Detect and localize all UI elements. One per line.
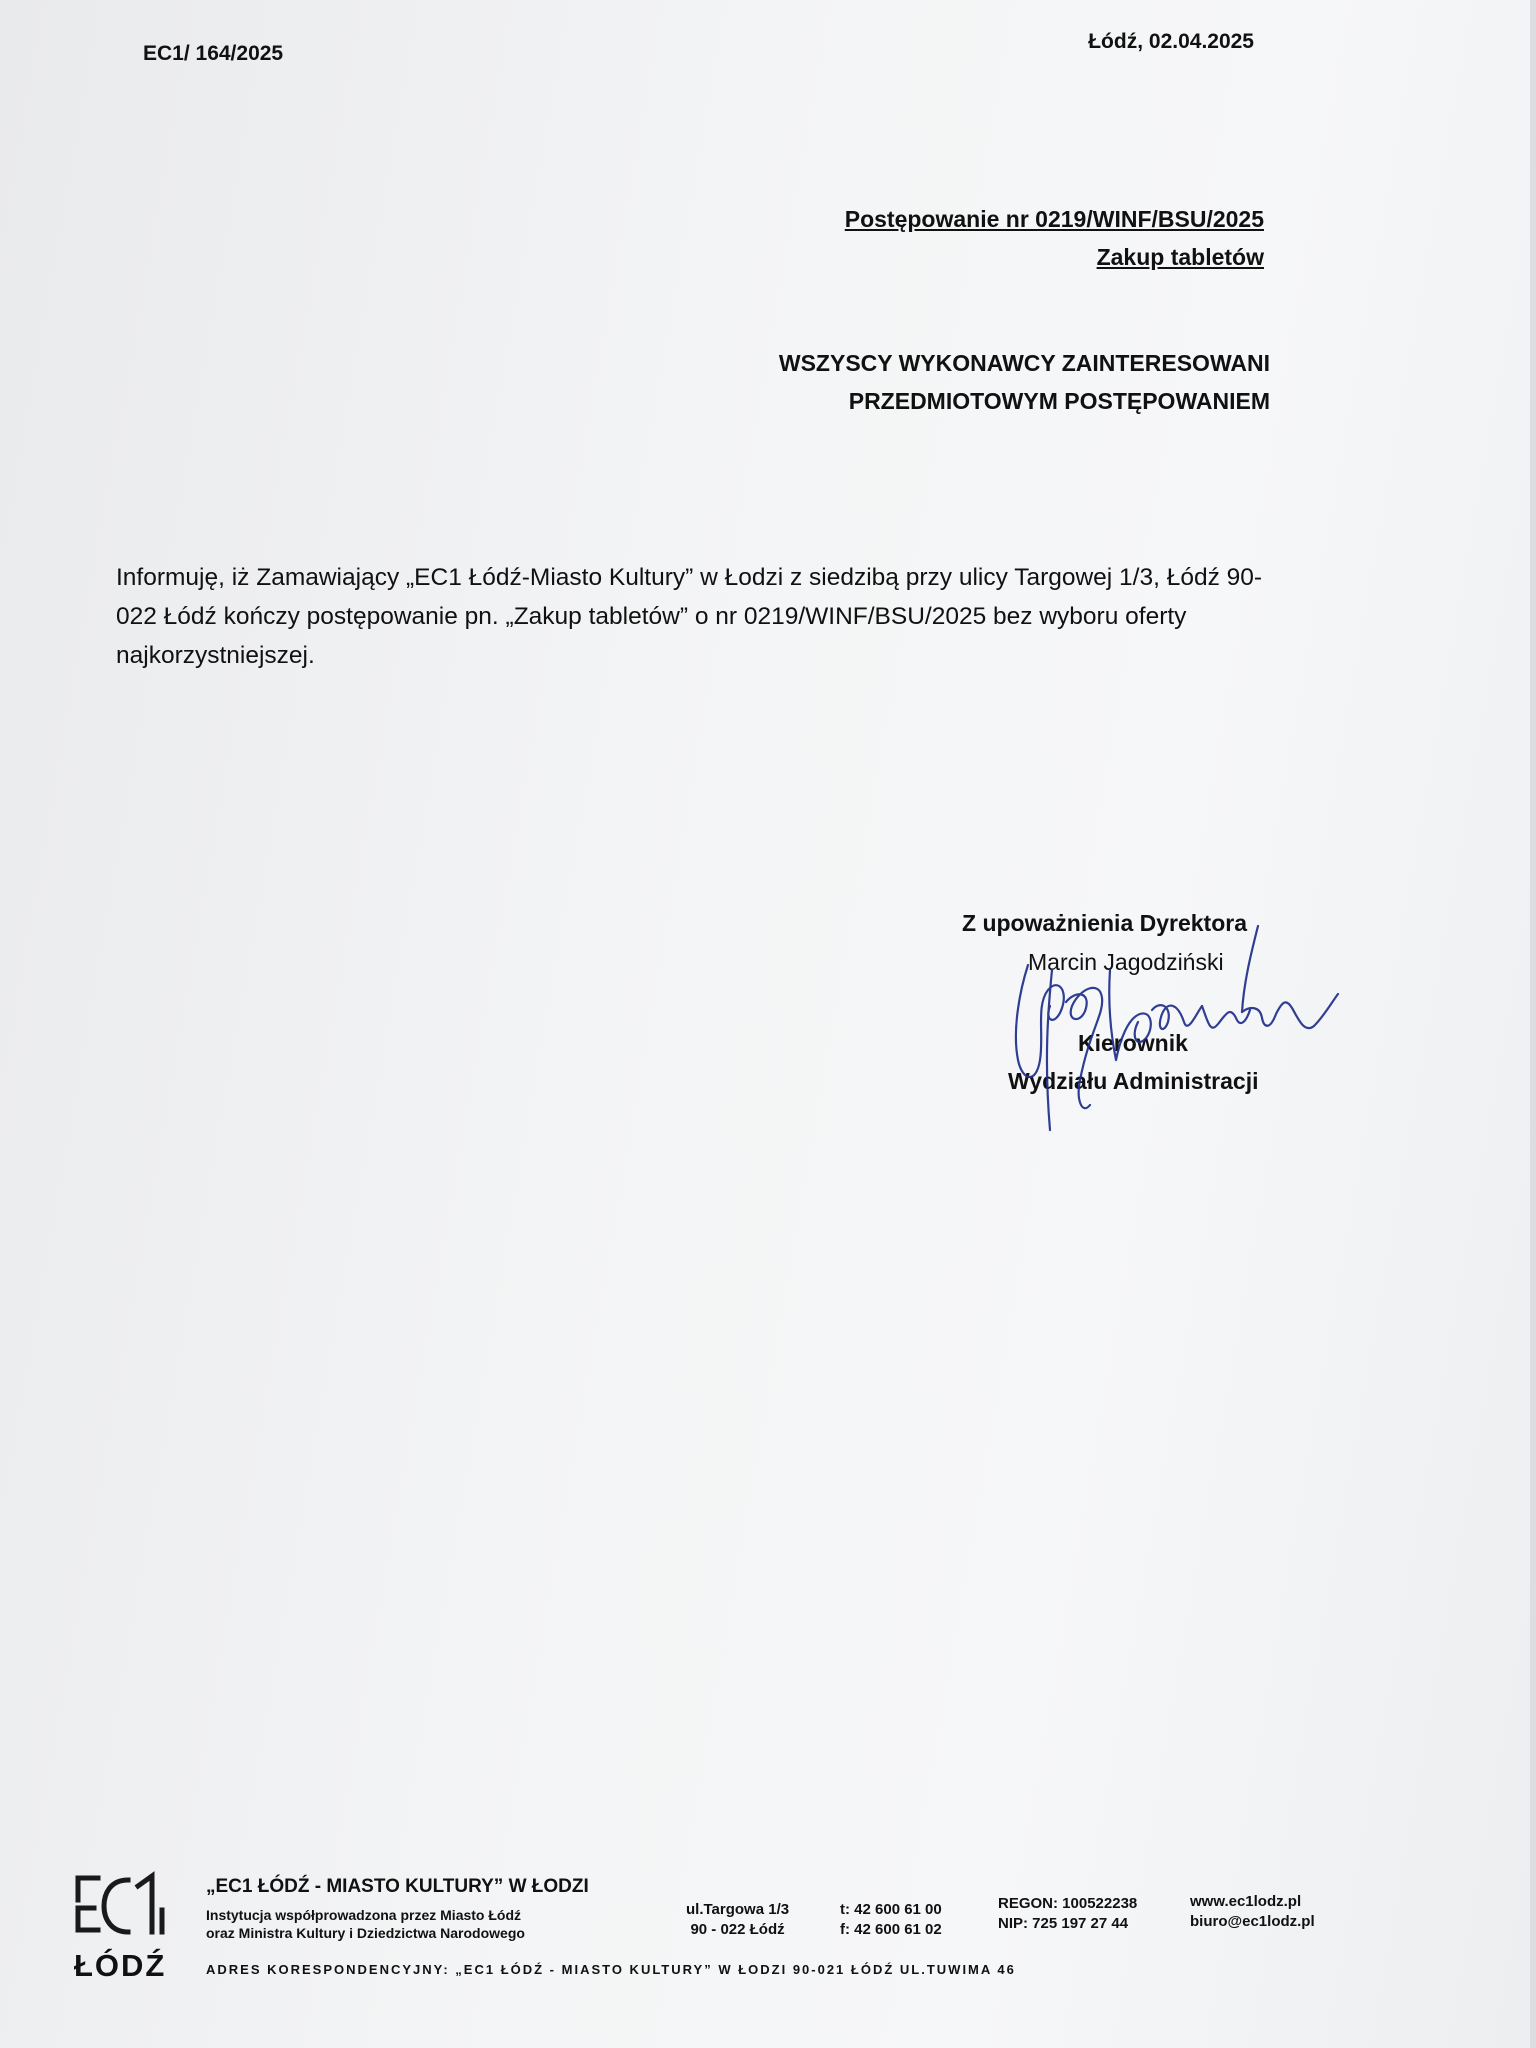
body-paragraph: Informuję, iż Zamawiający „EC1 Łódź-Miasto Kultury” w Łodzi z siedzibą przy ulicy Targowej 1/3, Łódź 90-022 Łódź kończy postępowanie pn. „Zakup tabletów” o nr 0219/WINF/BSU/2025 bez wyboru oferty najkorzystniejszej. [116, 564, 1263, 669]
footer-address [686, 1900, 789, 1940]
correspondence-address: ADRES KORESPONDENCYJNY: „EC1 ŁÓDŹ - MIASTO KULTURY” W ŁODZI 90-021 ŁÓDŹ UL.TUWIMA 46 [206, 1962, 1016, 1977]
organization-name: „EC1 ŁÓDŹ - MIASTO KULTURY” W ŁODZI [206, 1876, 589, 1897]
procedure-number: Postępowanie nr 0219/WINF/BSU/2025 [844, 206, 1264, 232]
addressee-block [779, 344, 1270, 420]
signatory-position-1: Kierownik [1078, 1030, 1188, 1056]
footer-postal: 90 - 022 Łódź [690, 1921, 785, 1938]
footer-fax: f: 42 600 61 02 [840, 1921, 942, 1938]
addressee-line-2: PRZEDMIOTOWYM POSTĘPOWANIEM [848, 388, 1270, 414]
footer-phones [840, 1900, 942, 1940]
footer-nip: NIP: 725 197 27 44 [998, 1915, 1129, 1932]
page-edge [1530, 0, 1536, 2048]
footer-email: biuro@ec1lodz.pl [1190, 1913, 1315, 1930]
letterhead-footer [72, 1870, 1372, 1990]
footer-website: www.ec1lodz.pl [1190, 1893, 1302, 1910]
signatory-position-2: Wydziału Administracji [1008, 1068, 1259, 1094]
footer-registry [998, 1894, 1137, 1934]
organization-subtitle [206, 1906, 525, 1942]
footer-regon: REGON: 100522238 [998, 1895, 1138, 1912]
ec1-logo [72, 1870, 192, 1983]
procedure-heading [845, 200, 1264, 276]
place-date: Łódź, 02.04.2025 [1088, 30, 1254, 53]
handwritten-signature [940, 910, 1360, 1140]
signature-block [940, 910, 1360, 1140]
subtitle-line-1: Instytucja współprowadzona przez Miasto Łódź [206, 1907, 522, 1923]
logo-wordmark: ŁÓDŹ [74, 1948, 167, 1983]
procedure-subject: Zakup tabletów [1096, 244, 1264, 270]
ec1-logo-icon [72, 1870, 192, 1950]
footer-phone: t: 42 600 61 00 [840, 1901, 942, 1918]
subtitle-line-2: oraz Ministra Kultury i Dziedzictwa Narodowego [206, 1925, 525, 1941]
signature-authority: Z upoważnienia Dyrektora [962, 910, 1248, 936]
addressee-line-1: WSZYSCY WYKONAWCY ZAINTERESOWANI [778, 350, 1270, 376]
reference-number: EC1/ 164/2025 [143, 42, 284, 65]
footer-street: ul.Targowa 1/3 [686, 1901, 790, 1918]
signatory-name: Marcin Jagodziński [1028, 949, 1224, 975]
footer-contact [1190, 1892, 1315, 1932]
